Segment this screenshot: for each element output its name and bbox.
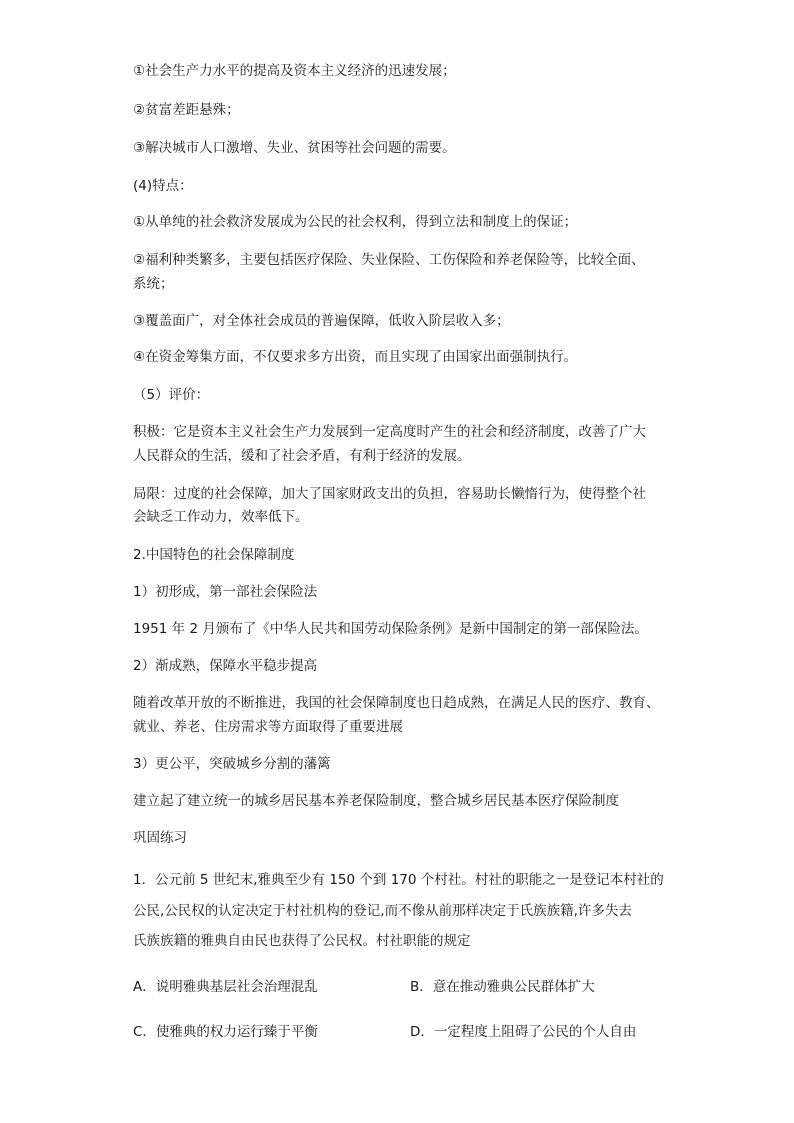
evaluation-limit-line2: 会缺乏工作动力，效率低下。 [133,509,309,525]
option-d: D．一定程度上阻碍了公民的个人自由 [410,1024,637,1040]
features-heading: (4)特点： [133,178,193,194]
cause-item-2: ②贫富差距悬殊； [133,102,240,118]
question-1-line2: 公民,公民权的认定决定于村社机构的登记,而不像从前那样决定于氏族族籍,许多失去 [133,903,632,919]
evaluation-positive-line1: 积极：它是资本主义社会生产力发展到一定高度时产生的社会和经济制度，改善了广大 [133,424,646,440]
china-stage-2-line2: 就业、养老、住房需求等方面取得了重要进展 [133,719,403,735]
cause-item-3: ③解决城市人口激增、失业、贫困等社会问题的需要。 [133,140,456,156]
question-1-line1: 1．公元前 5 世纪末,雅典至少有 150 个到 170 个村社。村社的职能之一是登记本村社的 [133,872,664,888]
evaluation-heading: （5）评价： [133,387,210,403]
feature-item-2-line2: 系统； [133,276,174,292]
china-stage-2-line1: 随着改革开放的不断推进，我国的社会保障制度也日趋成熟，在满足人民的医疗、教育、 [133,695,660,711]
option-c: C．使雅典的权力运行臻于平衡 [133,1024,318,1040]
china-section-heading: 2.中国特色的社会保障制度 [133,547,295,563]
feature-item-4: ④在资金筹集方面，不仅要求多方出资，而且实现了由国家出面强制执行。 [133,349,578,365]
feature-item-2-line1: ②福利种类繁多，主要包括医疗保险、失业保险、工伤保险和养老保险等，比较全面、 [133,252,645,268]
question-1-line3: 氏族族籍的雅典自由民也获得了公民权。村社职能的规定 [133,933,471,949]
china-stage-1-heading: 1）初形成，第一部社会保险法 [133,584,318,600]
feature-item-1: ①从单纯的社会救济发展成为公民的社会权利，得到立法和制度上的保证； [133,214,578,230]
china-stage-3-heading: 3）更公平，突破城乡分割的藩篱 [133,756,331,772]
practice-heading: 巩固练习 [133,830,187,846]
option-b: B．意在推动雅典公民群体扩大 [410,979,595,995]
china-stage-3-text: 建立起了建立统一的城乡居民基本养老保险制度，整合城乡居民基本医疗保险制度 [133,793,619,809]
china-stage-2-heading: 2）渐成熟，保障水平稳步提高 [133,658,318,674]
cause-item-1: ①社会生产力水平的提高及资本主义经济的迅速发展； [133,63,456,79]
china-stage-1-text: 1951 年 2 月颁布了《中华人民共和国劳动保险条例》是新中国制定的第一部保险法。 [133,621,648,637]
feature-item-3: ③覆盖面广，对全体社会成员的普遍保障，低收入阶层收入多； [133,313,510,329]
evaluation-positive-line2: 人民群众的生活，缓和了社会矛盾，有利于经济的发展。 [133,448,471,464]
evaluation-limit-line1: 局限：过度的社会保障，加大了国家财政支出的负担，容易助长懒惰行为，使得整个社 [133,486,646,502]
option-a: A．说明雅典基层社会治理混乱 [133,979,318,995]
